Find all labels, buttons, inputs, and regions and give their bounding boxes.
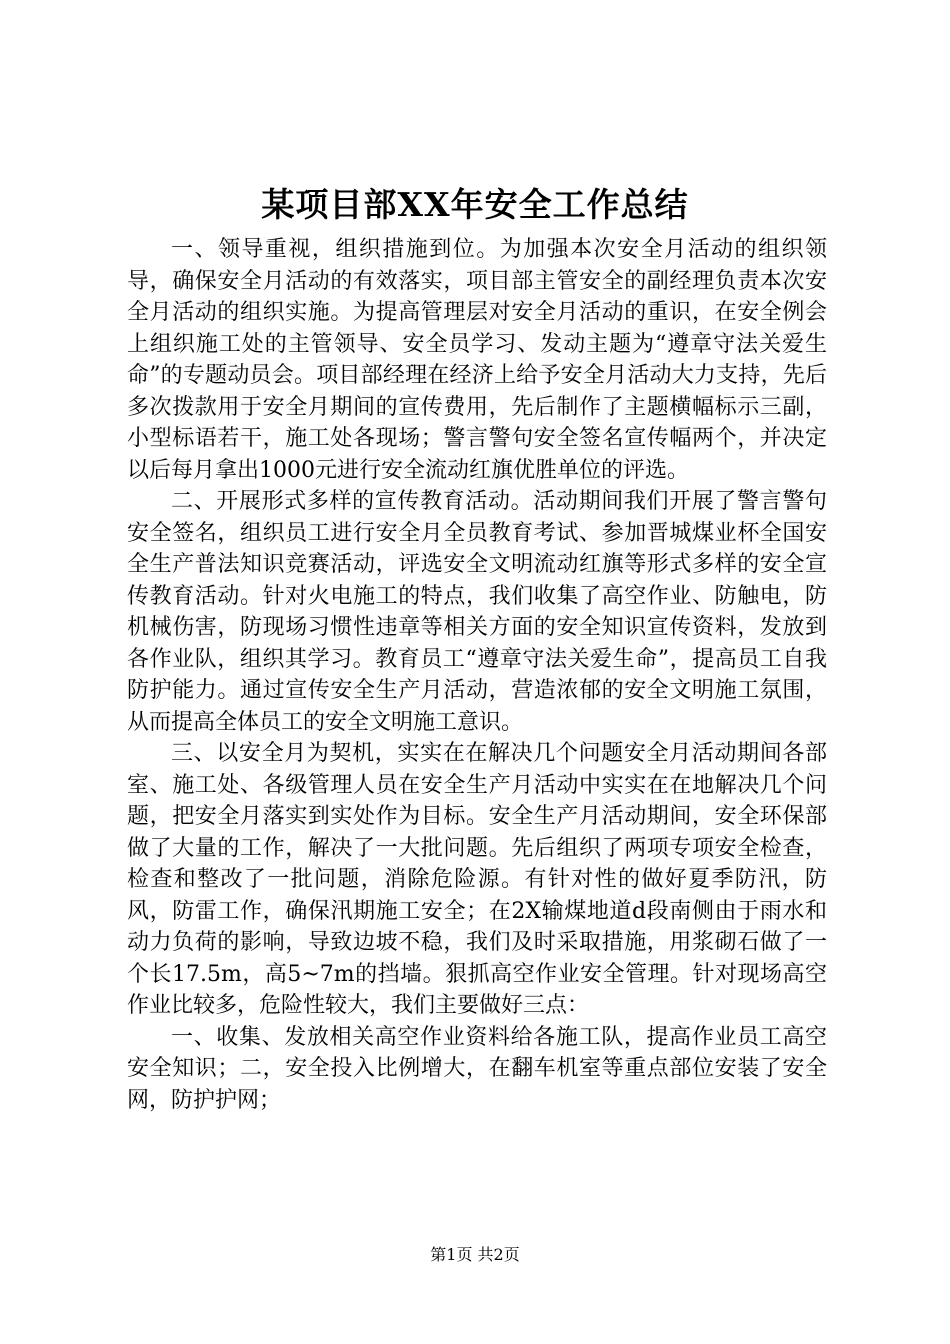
paragraph-high-altitude-measures: 一、收集、发放相关高空作业资料给各施工队，提高作业员工高空安全知识；二，安全投入比例增大，在翻车机室等重点部位安装了安全网，防护护网；: [127, 1024, 827, 1113]
page-number-footer: 第1页 共2页: [430, 1245, 520, 1264]
paragraph-education-activities: 二、开展形式多样的宣传教育活动。活动期间我们开展了警言警句安全签名，组织员工进行安全月全员教育考试、参加晋城煤业杯全国安全生产普法知识竞赛活动，评选安全文明流动红旗等形式多样的安全宣传教育活动。针对火电施工的特点，我们收集了高空作业、防触电，防机械伤害，防现场习惯性违章等相关方面的安全知识宣传资料，发放到各作业队，组织其学习。教育员工“遵章守法关爱生命”，提高员工自我防护能力。通过宣传安全生产月活动，营造浓郁的安全文明施工氛围，从而提高全体员工的安全文明施工意识。: [127, 489, 827, 735]
document-body: [127, 234, 827, 1116]
paragraph-leadership: 一、领导重视，组织措施到位。为加强本次安全月活动的组织领导，确保安全月活动的有效落实，项目部主管安全的副经理负责本次安全月活动的组织实施。为提高管理层对安全月活动的重识，在安全例会上组织施工处的主管领导、安全员学习、发动主题为“遵章守法关爱生命”的专题动员会。项目部经理在经济上给予安全月活动大力支持，先后多次拨款用于安全月期间的宣传费用，先后制作了主题横幅标示三副，小型标语若干，施工处各现场；警言警句安全签名宣传幅两个，并决定以后每月拿出1000元进行安全流动红旗优胜单位的评选。: [127, 237, 827, 483]
document-title: 某项目部XX年安全工作总结: [261, 185, 689, 224]
paragraph-problem-solving: 三、以安全月为契机，实实在在解决几个问题安全月活动期间各部室、施工处、各级管理人员在安全生产月活动中实实在在地解决几个问题，把安全月落实到实处作为目标。安全生产月活动期间，安全环保部做了大量的工作，解决了一大批问题。先后组织了两项专项安全检查，检查和整改了一批问题，消除危险源。有针对性的做好夏季防汛，防风，防雷工作，确保汛期施工安全；在2X输煤地道d段南侧由于雨水和动力负荷的影响，导致边坡不稳，我们及时采取措施，用浆砌石做了一个长17.5m，高5~7m的挡墙。狠抓高空作业安全管理。针对现场高空作业比较多，危险性较大，我们主要做好三点：: [127, 741, 827, 1018]
